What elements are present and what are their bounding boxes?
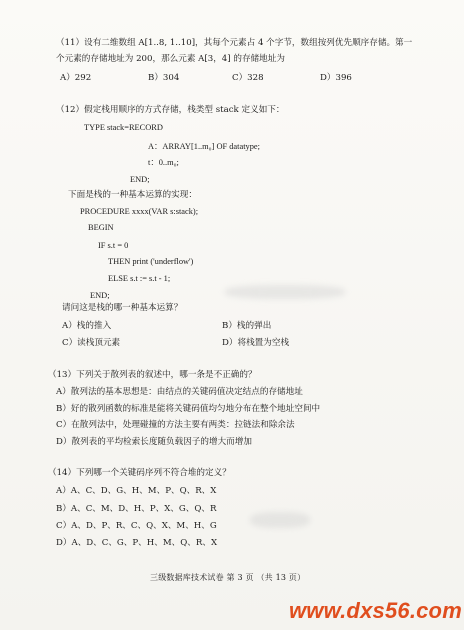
q11-option-b: B）304 (148, 73, 180, 83)
q11-option-d: D）396 (320, 73, 352, 83)
q13-option-a: A）散列法的基本思想是：由结点的关键码值决定结点的存储地址 (56, 387, 303, 397)
q12-code-line-9: ELSE s.t := s.t - 1; (108, 274, 171, 283)
q12-code-line-3: t：0..m₀; (148, 158, 179, 167)
q11-line2: 个元素的存储地址为 200，那么元素 A[3，4] 的存储地址为 (56, 54, 285, 64)
q12-option-a: A）栈的推入 (62, 321, 112, 331)
scan-smudge (225, 285, 345, 299)
q12-code-line-1: TYPE stack=RECORD (84, 123, 163, 132)
q12-code-line-10: END; (90, 291, 110, 300)
q12-heading: （12）假定栈用顺序的方式存储，栈类型 stack 定义如下： (56, 105, 285, 115)
q11-option-a: A）292 (60, 73, 92, 83)
q12-code-line-4: END; (130, 175, 150, 184)
q13-heading: （13）下列关于散列表的叙述中，哪一条是不正确的？ (48, 370, 257, 380)
q13-option-b: B）好的散列函数的标准是能将关键码值均匀地分布在整个地址空间中 (56, 404, 321, 414)
q13-option-d: D）散列表的平均检索长度随负载因子的增大而增加 (56, 437, 252, 447)
q12-code-line-5: PROCEDURE xxxx(VAR s:stack); (80, 207, 199, 216)
q12-code-line-6: BEGIN (88, 223, 114, 232)
scan-smudge (250, 512, 310, 528)
q12-code-line-2: A：ARRAY[1..m₀] OF datatype; (148, 142, 260, 151)
q14-option-b: B）A、C、M、D、H、P、X、G、Q、R (56, 504, 217, 514)
q14-heading: （14）下列哪一个关键码序列不符合堆的定义？ (48, 468, 231, 478)
q12-intro: 下面是栈的一种基本运算的实现： (68, 190, 197, 200)
site-watermark: www.dxs56.com (289, 598, 462, 623)
q12-code-line-8: THEN print ('underflow') (108, 257, 194, 266)
q14-option-d: D）A、D、C、G、P、H、M、Q、R、X (56, 538, 218, 548)
q12-option-d: D）将栈置为空栈 (222, 338, 290, 348)
q11-line1: （11）设有二维数组 A[1..8, 1..10]，其每个元素占 4 个字节，数组按列优先顺序存储。第一 (56, 38, 413, 48)
q13-option-c: C）在散列法中，处理碰撞的方法主要有两类：拉链法和除余法 (56, 420, 295, 430)
q12-code-line-7: IF s.t = 0 (98, 241, 129, 250)
page-footer: 三级数据库技术试卷 第 3 页 （共 13 页） (150, 573, 306, 582)
q14-option-c: C）A、D、P、R、C、Q、X、M、H、G (56, 521, 217, 531)
q14-option-a: A）A、C、D、G、H、M、P、Q、R、X (56, 486, 217, 496)
q11-option-c: C）328 (232, 73, 264, 83)
q12-option-b: B）栈的弹出 (222, 321, 272, 331)
q12-option-c: C）读栈顶元素 (62, 338, 121, 348)
q12-question: 请问这是栈的哪一种基本运算？ (62, 303, 183, 313)
